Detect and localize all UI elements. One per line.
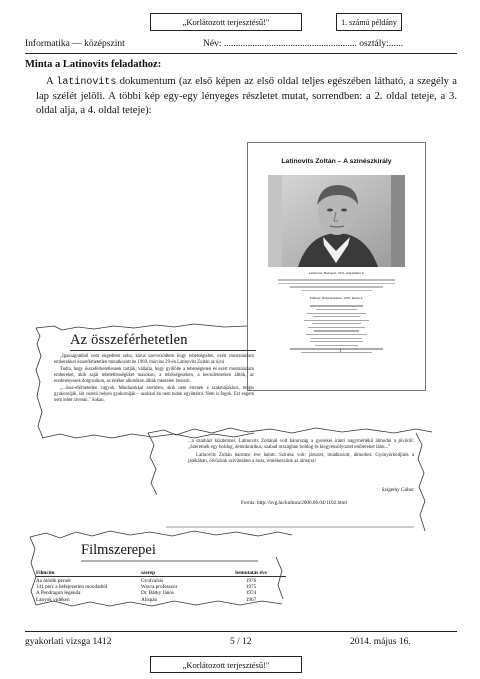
closing-text xyxy=(188,439,414,465)
year-cell: 1967 xyxy=(245,596,257,603)
intro-post: dokumentum (az első képen az első oldal teljes egészében látható, a szegély a lap szélét jelöli. A többi kép egy-egy lényeges részletet mutat, sorrendben: a 2. oldal teteje, a 3. oldal alja, a 4. oldal teteje): xyxy=(36,76,457,116)
name-class-field: Név: ........................................................ osztály:...... xyxy=(203,39,404,49)
col-film-title: Filmcím xyxy=(36,570,55,577)
copy-number-box: 1. számú példány xyxy=(336,13,402,31)
page-four-top-fragment xyxy=(26,527,294,607)
section-heading-incompatible: Az összeférhetetlen xyxy=(70,332,188,348)
table-header-row xyxy=(36,570,286,577)
table-row xyxy=(36,577,286,583)
footer-rule xyxy=(25,631,457,632)
header-rule xyxy=(25,53,457,54)
portrait-photo xyxy=(268,175,405,267)
role-cell: Alispán xyxy=(141,596,158,603)
col-role: szerep xyxy=(141,570,156,577)
incompatible-para-1: „Igazságomból nem engedtem soha, kárus szerveződtem hogy tehetségtelen, ezért mostanáztam emberekkel összeférhetetlen mutatkozott be 1969. március 29-én Latinovits Zoltán az újvá xyxy=(54,354,254,365)
quote-block xyxy=(278,277,395,294)
year-cell: 1975 xyxy=(245,583,257,590)
source-link: Forrás: http://hvg.hu/kultura/2006.06.04/1102.html xyxy=(241,500,348,506)
exam-label: gyakorlati vizsga 1412 xyxy=(25,637,112,647)
subject-label: Informatika — középszint xyxy=(25,39,125,49)
role-cell: Gyulvalsis xyxy=(141,577,164,584)
page-three-bottom-fragment xyxy=(146,425,434,539)
restricted-stamp-bottom: „Korlátozott terjesztésű!" xyxy=(150,656,302,673)
table-row xyxy=(36,590,286,596)
page-one-preview xyxy=(247,142,426,391)
page-number-mark: 1 xyxy=(339,349,342,354)
restricted-stamp-top: „Korlátozott terjesztésű!" xyxy=(150,13,302,31)
table-row xyxy=(36,597,286,603)
year-cell: 1974 xyxy=(245,590,257,597)
exam-date: 2014. május 16. xyxy=(350,637,411,647)
film-title-cell: Az ötödik pecsét xyxy=(36,577,71,584)
role-cell: Dr. Bátky János xyxy=(141,590,174,597)
films-table xyxy=(36,570,286,603)
incompatible-text xyxy=(54,354,254,404)
incompatible-para-3: „...össz-eférhetetlen vagyok. Mindazokkal szemben, akik nem értenek a szakmájukhoz, mégis gyakorolják, sőt vezető helyen gyakorolják – azokkal én nem tudok együttérni. Nem is fogok. Ezt engem nem lehet rávenni." Sokan, xyxy=(54,386,254,403)
author-signature: Szigethy Gábor xyxy=(381,487,414,493)
table-row xyxy=(36,584,286,590)
year-cell: 1976 xyxy=(245,577,257,584)
birth-caption: Latinovits: Budapest, 1931. szeptember 9. xyxy=(308,271,365,275)
role-cell: Wavra professzor xyxy=(141,583,178,590)
intro-paragraph xyxy=(36,75,457,118)
col-year: bemutatás éve xyxy=(235,570,267,577)
intro-pre: A xyxy=(45,76,57,87)
incompatible-para-2: Tudta, hogy összeférhetetlennek tartják, vállalta, hogy gyűlölte a tehetségtelen és ezért mostanáztam embereket, akik saját tehetetlenségüket másokon, a tehetségeseken, a becsületeseken álltók, az eredményesek dolgozókon, az értéket alkotókon állták mentelen bosszút. xyxy=(54,367,254,384)
film-title-cell: Lányok vidéken xyxy=(36,596,70,603)
section-title: Minta a Latinovits feladathoz: xyxy=(25,59,162,70)
death-caption: Elhunyt: Balatonszemes, 1976. június 4. xyxy=(309,296,364,300)
film-title-cell: 141 perc a befejezetlen mondatból xyxy=(36,583,108,590)
films-heading: Filmszerepei xyxy=(81,542,156,558)
heading-underline xyxy=(70,350,256,351)
document-name: latinovits xyxy=(56,77,117,88)
page-one-title: Latinovits Zoltán – A színészkirály xyxy=(281,158,392,165)
page-counter: 5 / 12 xyxy=(230,637,252,647)
closing-para-2: Latinovits Zoltán harminc éve halott. Színész volt: játszott, imádkozott, álmodott. Gyönyörködjünk a játékában, ötvözünk szívünkben a hozz, emlékezzünk az álmaira! xyxy=(188,452,414,464)
closing-para-1: ...a színházi küzdelmei, Latinovits Zoltánál volt hátország a gyerekei iránti nagymértékű álmodni a jövőről: „Szeretnék egy boldog, demokratikus, szabad országban boldog és kiegyensúlyozott embereket látni..." xyxy=(188,439,414,451)
film-title-cell: A Pendragon legenda xyxy=(36,590,81,597)
page-two-top-fragment xyxy=(34,322,256,440)
poem-block xyxy=(278,303,395,355)
